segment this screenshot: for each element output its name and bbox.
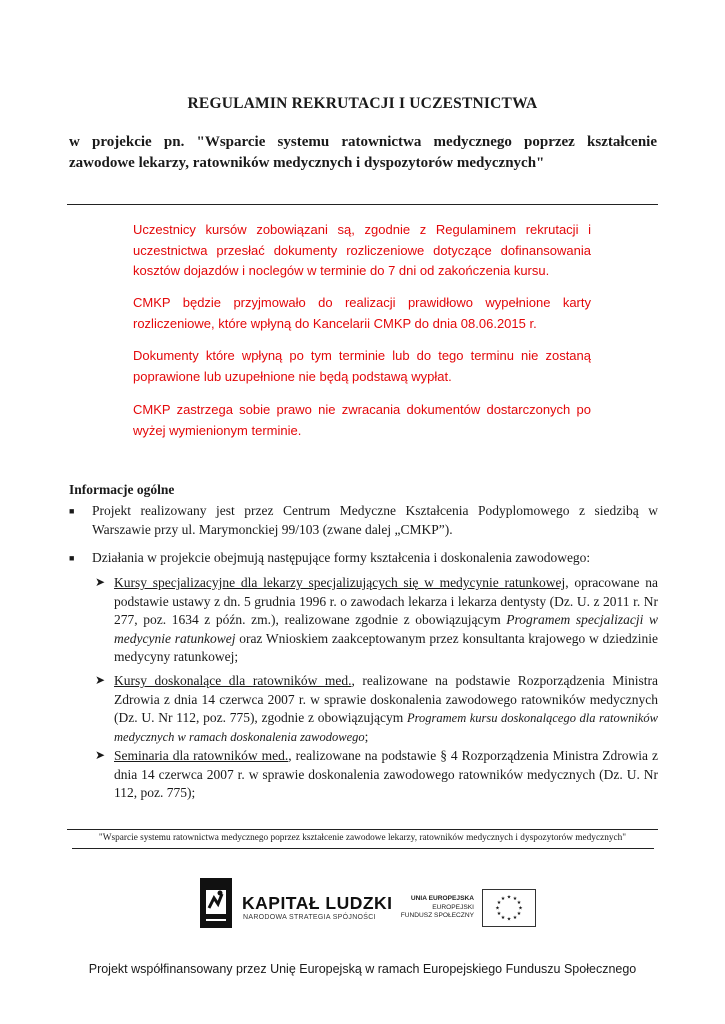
svg-text:★: ★ [496, 911, 502, 917]
bullet-item-2: Działania w projekcie obejmują następujące formy kształcenia i doskonalenia zawodowego: [92, 550, 591, 565]
sub-item-1-text-a: , opracowane na podstawie ustawy z dn. 5 grudnia 1996 r. o zawodach lekarza i lekarza dentysty (Dz. U. z 2011 r. Nr 277, poz. 1634 z późn. zm.), realizowane zgodnie z obowiązującym [114, 575, 658, 627]
sub-item-1-italic: Programem specjalizacji w medycynie ratunkowej [114, 612, 658, 646]
arrow-bullet-icon: ➤ [95, 575, 106, 589]
document-title: REGULAMIN REKRUTACJI I UCZESTNICTWA [187, 95, 538, 112]
kapital-ludzki-logo-icon [200, 878, 232, 928]
sub-item-2 [114, 672, 658, 746]
footer-divider [67, 829, 658, 830]
sub-item-1-title: Kursy specjalizacyjne dla lekarzy specjalizujących się w medycynie ratunkowej [114, 575, 566, 590]
eu-flag-icon [482, 889, 536, 927]
svg-text:★: ★ [516, 900, 522, 906]
kapital-ludzki-subtitle: NARODOWA STRATEGIA SPÓJNOŚCI [243, 914, 376, 921]
sub-item-2-text-b: ; [364, 728, 369, 744]
svg-text:★: ★ [512, 896, 518, 902]
header-divider [67, 204, 658, 205]
section-heading: Informacje ogólne [69, 482, 175, 497]
eu-fund-line-1: EUROPEJSKI [432, 903, 474, 911]
square-bullet-icon: ■ [69, 553, 75, 563]
notice-paragraph-1: Uczestnicy kursów zobowiązani są, zgodnie z Regulaminem rekrutacji i uczestnictwa przesłać dokumenty rozliczeniowe dotyczące dofinansowania kosztów dojazdów i noclegów w terminie do 7 dni od zakończenia kursu. [133, 222, 591, 278]
svg-text:★: ★ [518, 905, 523, 912]
cofinancing-statement: Projekt współfinansowany przez Unię Europejską w ramach Europejskiego Funduszu Społecznego [88, 962, 637, 976]
svg-text:★: ★ [495, 905, 500, 912]
svg-text:★: ★ [516, 911, 522, 917]
eu-label [390, 895, 474, 921]
footer-underline [72, 848, 654, 849]
footer-project-line: "Wsparcie systemu ratownictwa medycznego poprzez kształcenie zawodowe lekarzy, ratowników medycznych i dyspozytorów medycznych" [98, 833, 627, 843]
sub-item-1 [114, 574, 658, 667]
project-subtitle: w projekcie pn. "Wsparcie systemu ratownictwa medycznego poprzez kształcenie zawodowe lekarzy, ratowników medycznych i dyspozytorów medycznych" [69, 134, 657, 171]
square-bullet-icon: ■ [69, 506, 75, 516]
svg-text:★: ★ [500, 896, 506, 902]
arrow-bullet-icon: ➤ [95, 673, 106, 687]
notice-paragraph-3: Dokumenty które wpłyną po tym terminie lub do tego terminu nie zostaną poprawione lub uzupełnione nie będą podstawą wypłat. [133, 348, 591, 384]
eu-fund-line-2: FUNDUSZ SPOŁECZNY [400, 912, 474, 919]
svg-text:★: ★ [512, 915, 518, 921]
sub-item-3-title: Seminaria dla ratowników med. [114, 748, 289, 763]
sub-item-3-text-a: , realizowane na podstawie § 4 Rozporządzenia Ministra Zdrowia z dnia 14 czerwca 2007 r. w sprawie doskonalenia zawodowego ratowników medycznych (Dz. U. Nr 112, poz. 775); [114, 748, 658, 800]
sub-item-3 [114, 747, 658, 803]
notice-paragraph-4: CMKP zastrzega sobie prawo nie zwracania dokumentów dostarczonych po wyżej wymienionym terminie. [133, 402, 591, 438]
sub-item-2-title: Kursy doskonalące dla ratowników med. [114, 673, 352, 688]
sub-item-2-text-a: , realizowane na podstawie Rozporządzenia Ministra Zdrowia z dnia 14 czerwca 2007 r. w sprawie doskonalenia zawodowego ratowników medycznych (Dz. U. Nr 112, poz. 775), zgodnie z obowiązującym [114, 673, 658, 725]
svg-text:★: ★ [506, 894, 512, 901]
svg-text:★: ★ [506, 916, 512, 923]
svg-text:★: ★ [496, 900, 502, 906]
notice-paragraph-2: CMKP będzie przyjmowało do realizacji prawidłowo wypełnione karty rozliczeniowe, które wpłyną do Kancelarii CMKP do dnia 08.06.2015 r. [133, 295, 591, 331]
sub-item-2-italic: Programem kursu doskonalącego dla ratowników medycznych w ramach doskonalenia zawodowego [114, 711, 658, 744]
svg-text:★: ★ [500, 915, 506, 921]
bullet-item-1: Projekt realizowany jest przez Centrum Medyczne Kształcenia Podyplomowego z siedzibą w Warszawie przy ul. Marymonckiej 99/103 (zwane dalej „CMKP”). [92, 503, 658, 537]
arrow-bullet-icon: ➤ [95, 748, 106, 762]
kapital-ludzki-name: KAPITAŁ LUDZKI [242, 893, 393, 913]
sub-item-1-text-b: oraz Wnioskiem zaakceptowanym przez konsultanta krajowego w dziedzinie medycyny ratunkowej; [114, 630, 658, 664]
eu-title: UNIA EUROPEJSKA [410, 895, 474, 902]
